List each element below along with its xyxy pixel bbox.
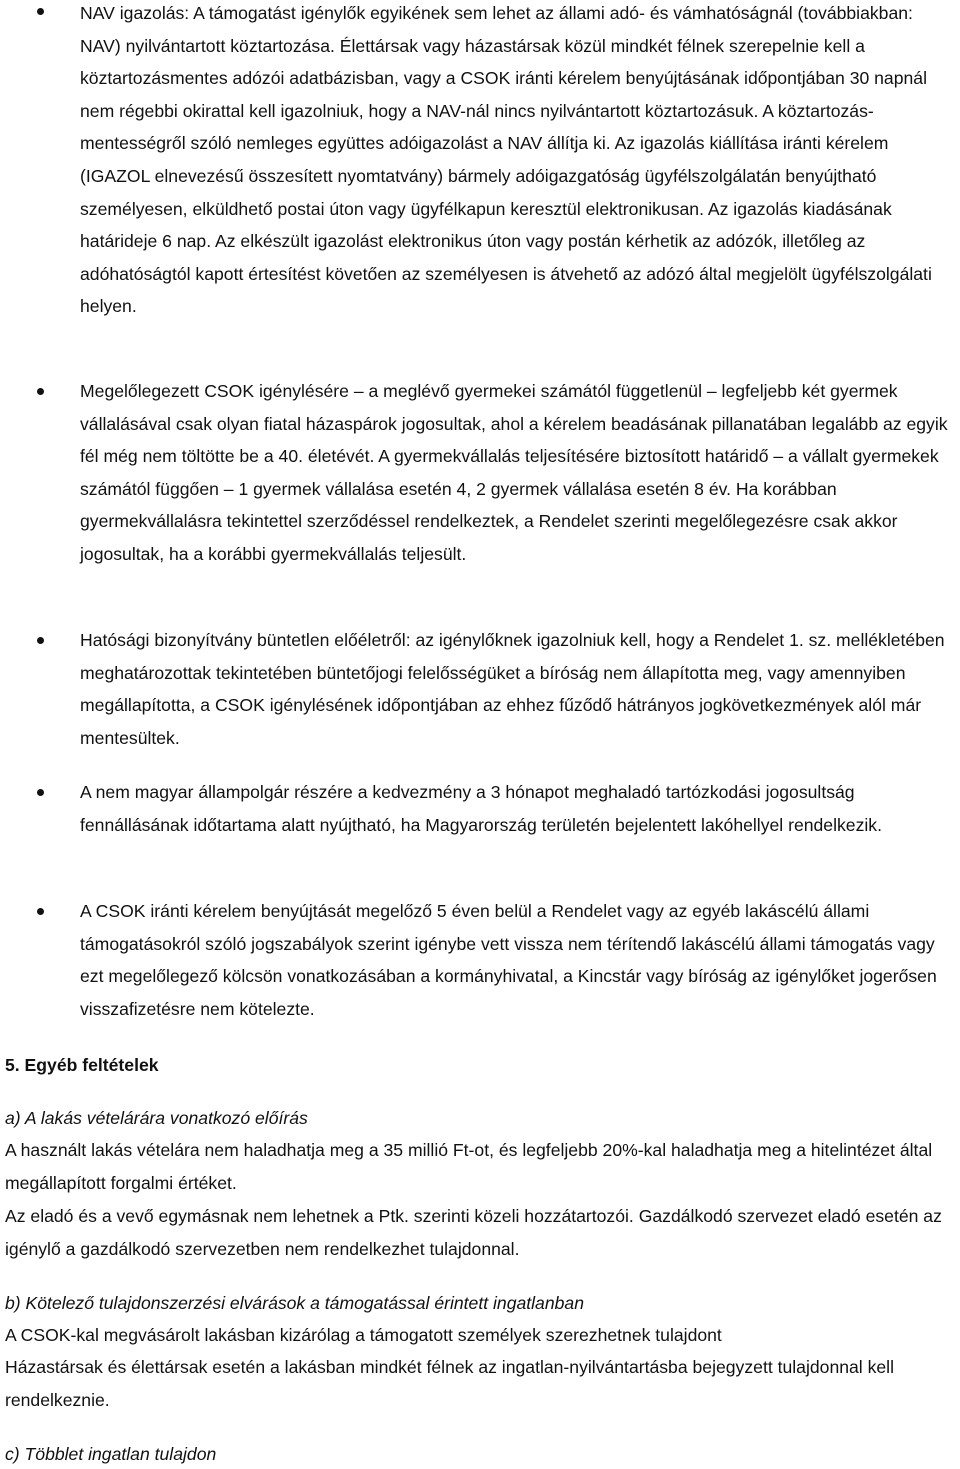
bullet-text: NAV igazolás: A támogatást igénylők egyikének sem lehet az állami adó- és vámhatóságnál (továbbiakban: NAV) nyilvántartott köztartozása. Élettársak vagy házastársak közül mindkét félnek szerepelnie kell a köztartozásmentes adózói adatbázisban, vagy a CSOK iránti kérelem benyújtásának időpontjában 30 napnál nem régebbi okirattal kell igazolniuk, hogy a NAV-nál nincs nyilvántartott köztartozásuk. A köztartozás-mentességről szóló nemleges együttes adóigazolást a NAV állítja ki. Az igazolás kiállítása iránti kérelem (IGAZOL elnevezésű összesített nyomtatvány) bármely adóigazgatóság ügyfélszolgálatán benyújtható személyesen, elküldhető postai úton vagy ügyfélkapun keresztül elektronikusan. Az igazolás kiadásának határideje 6 nap. Az elkészült igazolást elektronikus úton vagy postán kérhetik az adózók, illetőleg az adóhatóságtól kapott értesítést követően az személyesen is átvehető az adózó által megjelölt ügyfélszolgálati helyen. — [80, 3, 932, 317]
paragraph-seller-buyer: Az eladó és a vevő egymásnak nem lehetnek a Ptk. szerinti közeli hozzátartozói. Gazdálkodó szervezet eladó esetén az igénylő a gazdálkodó szervezetben nem rendelkezhet tulajdonnal. — [5, 1206, 942, 1259]
sub-heading-b: b) Kötelező tulajdonszerzési elvárások a támogatással érintett ingatlanban — [5, 1293, 584, 1313]
sub-heading-c: c) Többlet ingatlan tulajdon — [5, 1444, 217, 1464]
section-heading: 5. Egyéb feltételek — [5, 1055, 159, 1075]
bullet-text: A CSOK iránti kérelem benyújtását megelőző 5 éven belül a Rendelet vagy az egyéb lakáscélú állami támogatásokról szóló jogszabályok szerint igénybe vett vissza nem térítendő lakáscélú állami támogatás vagy ezt megelőlegező kölcsön vonatkozásában a kormányhivatal, a Kincstár vagy bíróság az igénylőket jogerősen visszafizetésre nem kötelezte. — [80, 901, 937, 1019]
paragraph-ownership: A CSOK-kal megvásárolt lakásban kizárólag a támogatott személyek szerezhetnek tulajdont — [5, 1325, 722, 1345]
sub-heading-a: a) A lakás vételárára vonatkozó előírás — [5, 1108, 308, 1128]
bullet-dot-icon — [37, 8, 44, 15]
bullet-text: Megelőlegezett CSOK igénylésére – a meglévő gyermekei számától függetlenül – legfeljebb két gyermek vállalásával csak olyan fiatal házaspárok jogosultak, ahol a kérelem beadásának pillanatában legalább az egyik fél még nem töltötte be a 40. életévét. A gyermekvállalás teljesítésére biztosított határidő – a vállalt gyermekek számától függően – 1 gyermek vállalása esetén 4, 2 gyermek vállalása esetén 8 év. Ha korábban gyermekvállalásra tekintettel szerződéssel rendelkeztek, a Rendelet szerinti megelőlegezésre csak akkor jogosultak, ha a korábbi gyermekvállalás teljesült. — [80, 381, 948, 564]
bullet-dot-icon — [37, 637, 44, 644]
bullet-dot-icon — [37, 388, 44, 395]
bullet-dot-icon — [37, 908, 44, 915]
bullet-text: Hatósági bizonyítvány büntetlen előéletről: az igénylőknek igazolniuk kell, hogy a Rendelet 1. sz. mellékletében meghatározottak tekintetében büntetőjogi felelősségüket a bíróság nem állapította meg, vagy amennyiben megállapította, a CSOK igénylésének időpontjában az ehhez fűződő hátrányos jogkövetkezmények alól már mentesültek. — [80, 630, 945, 748]
paragraph-spouses-ownership: Házastársak és élettársak esetén a lakásban mindkét félnek az ingatlan-nyilvántartásba bejegyzett tulajdonnal kell rendelkeznie. — [5, 1357, 894, 1410]
paragraph-price-limit: A használt lakás vételára nem haladhatja meg a 35 millió Ft-ot, és legfeljebb 20%-kal haladhatja meg a hitelintézet által megállapított forgalmi értéket. — [5, 1140, 933, 1193]
bullet-dot-icon — [37, 789, 44, 796]
bullet-text: A nem magyar állampolgár részére a kedvezmény a 3 hónapot meghaladó tartózkodási jogosultság fennállásának időtartama alatt nyújtható, ha Magyarország területén bejelentett lakóhellyel rendelkezik. — [80, 782, 882, 835]
